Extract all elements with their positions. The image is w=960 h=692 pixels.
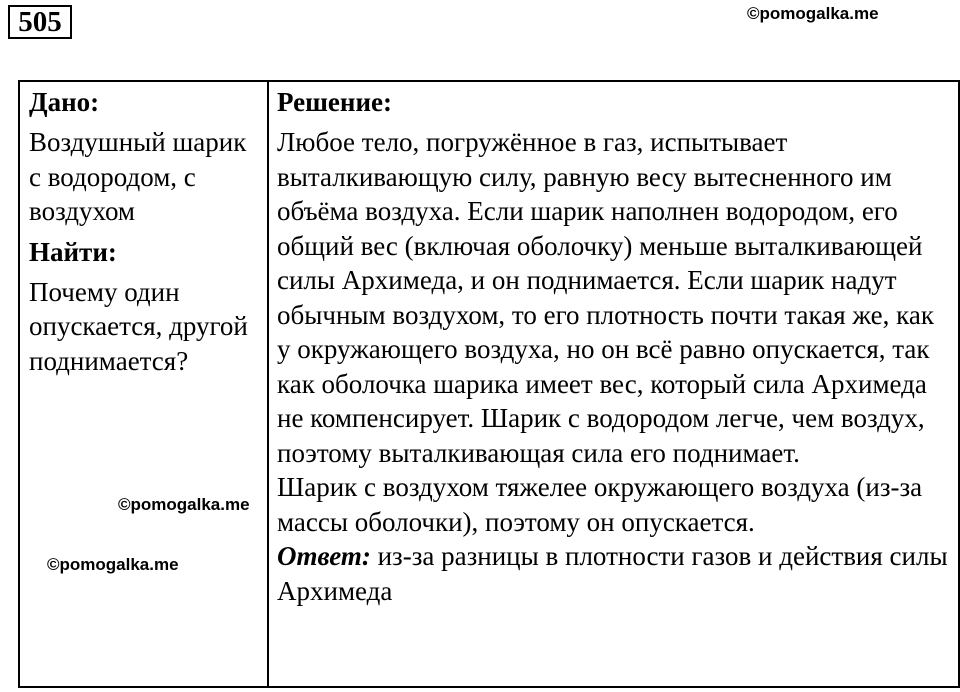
solution-paragraph-2: Шарик с воздухом тяжелее окружающего воздуха (из-за массы оболочки), поэтому он опускается. [277, 472, 923, 537]
find-heading: Найти: [29, 236, 117, 267]
answer [277, 539, 952, 608]
answer-label: Ответ: [277, 541, 371, 571]
given-column [19, 81, 268, 687]
find-text: Почему один опускается, другой поднимается? [29, 276, 248, 376]
watermark-lower: ©pomogalka.me [47, 555, 179, 574]
task-table [18, 80, 960, 688]
answer-text: из-за разницы в плотности газов и действия силы Архимеда [277, 541, 948, 606]
solution-column [268, 81, 959, 687]
watermark-top: ©pomogalka.me [747, 4, 879, 23]
given-text: Воздушный шарик с водородом, с воздухом [29, 127, 247, 226]
solution-heading: Решение: [277, 87, 392, 117]
given-heading: Дано: [29, 87, 100, 117]
solution-paragraph-1: Любое тело, погружённое в газ, испытывает выталкивающую силу, равную весу вытесненного им объёма воздуха. Если шарик наполнен водородом, его общий вес (включая оболочку) меньше выталкивающей силы Архимеда, и он поднимается. Если шарик надут обычным воздухом, то его плотность почти такая же, как у окружающего воздуха, но он всё равно опускается, так как оболочка шарика имеет вес, который сила Архимеда не компенсирует. Шарик с водородом легче, чем воздух, поэтому выталкивающая сила его поднимает. [277, 127, 934, 468]
watermark-middle: ©pomogalka.me [118, 495, 250, 514]
problem-number: 505 [8, 5, 72, 39]
